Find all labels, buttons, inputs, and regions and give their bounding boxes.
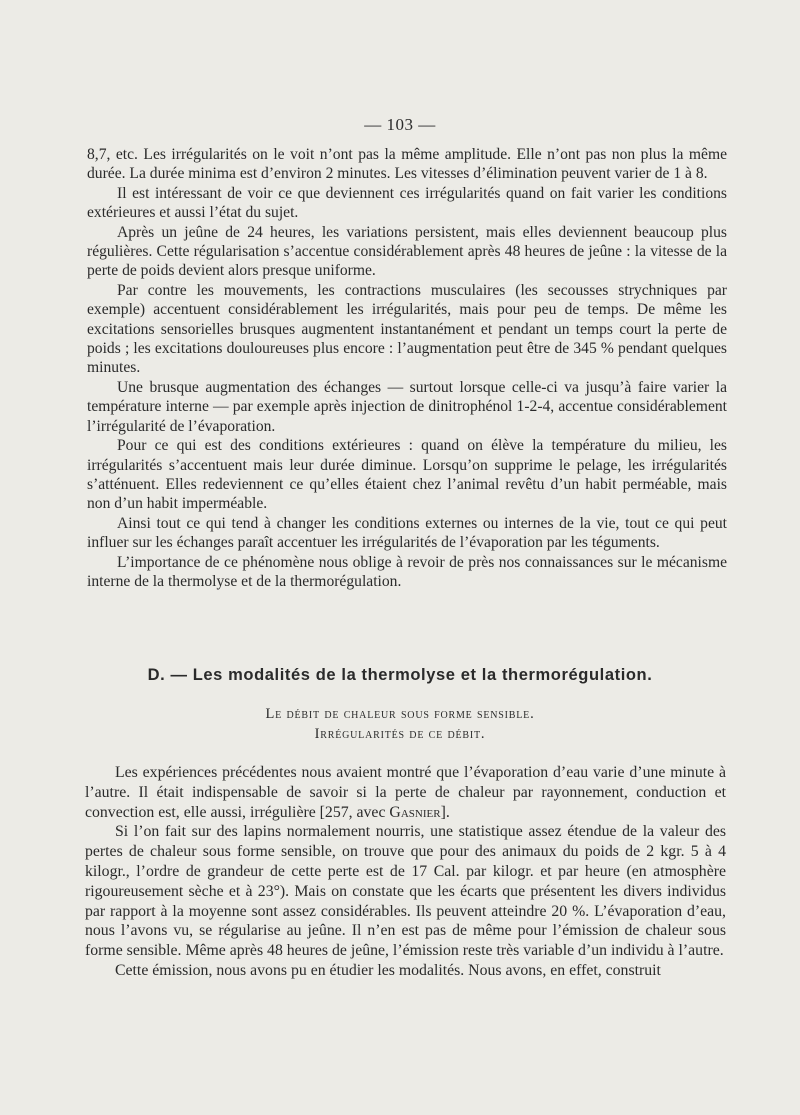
paragraph: Après un jeûne de 24 heures, les variations persistent, mais elles deviennent beaucoup plus régulières. Cette régularisation s’accentue considérablement après 48 heures de jeûne : la vitesse de la perte de poids devient alors presque uniforme. — [87, 223, 727, 280]
paragraph: Par contre les mouvements, les contractions musculaires (les secousses strychniques par exemple) accentuent considérablement les irrégularités, mais pour peu de temps. De même les excitations sensorielles brusques augmentent instantanément et pendant un temps court la perte de poids ; les excitations douloureuses plus encore : l’augmentation peut être de 345 % pendant quelques minutes. — [87, 281, 727, 377]
body-text-bottom — [85, 763, 726, 981]
paragraph: Il est intéressant de voir ce que deviennent ces irrégularités quand on fait varier les conditions extérieures et aussi l’état du sujet. — [87, 184, 727, 222]
section-heading: D. — Les modalités de la thermolyse et la thermorégulation. — [147, 666, 653, 684]
paragraph-text: ]. — [440, 803, 450, 821]
paragraph-text: Les expériences précédentes nous avaient montré que l’évaporation d’eau varie d’une minute à l’autre. Il était indispensable de savoir si la perte de chaleur par rayonnement, conduction et convection est, elle aussi, irrégulière [257, avec — [85, 764, 726, 821]
paragraph: Une brusque augmentation des échanges — surtout lorsque celle-ci va jusqu’à faire varier la température interne — par exemple après injection de dinitrophénol 1-2-4, accentue considérablement l’irrégularité de l’évaporation. — [87, 378, 727, 435]
paragraph: L’importance de ce phénomène nous oblige à revoir de près nos connaissances sur le mécanisme interne de la thermolyse et de la thermorégulation. — [87, 553, 727, 590]
paragraph — [85, 763, 726, 822]
paragraph: Pour ce qui est des conditions extérieures : quand on élève la température du milieu, les irrégularités s’accentuent mais leur durée diminue. Lorsqu’on supprime le pelage, les irrégularités s’atténuent. Elles redeviennent ce qu’elles étaient chez l’animal revêtu d’un habit perméable, mais non d’un habit imperméable. — [87, 437, 727, 513]
page-number: — 103 — — [364, 115, 436, 134]
paragraph: Si l’on fait sur des lapins normalement nourris, une statistique assez étendue de la valeur des pertes de chaleur sous forme sensible, on trouve que pour des animaux du poids de 2 kgr. 5 à 4 kilogr., l’ordre de grandeur de cette perte est de 17 Cal. par kilogr. et par heure (en atmosphère rigoureusement sèche et à 23°). Mais on constate que les écarts que présentent les divers individus par rapport à la moyenne sont assez considérables. Ils peuvent atteindre 20 %. L’évaporation d’eau, nous l’avons vu, se régularise au jeûne. Il n’en est pas de même pour l’émission de chaleur sous forme sensible. Même après 48 heures de jeûne, l’émission reste très variable d’un individu à l’autre. — [85, 823, 726, 960]
paragraph: Ainsi tout ce qui tend à changer les conditions externes ou internes de la vie, tout ce qui peut influer sur les échanges paraît accentuer les irrégularités de l’évaporation par les téguments. — [87, 514, 727, 552]
author-name: Gasnier — [389, 803, 441, 821]
paragraph: Cette émission, nous avons pu en étudier les modalités. Nous avons, en effet, construit — [115, 961, 661, 979]
paragraph: 8,7, etc. Les irrégularités on le voit n’ont pas la même amplitude. Elle n’ont pas non plus la même durée. La durée minima est d’environ 2 minutes. Les vitesses d’élimination peuvent varier de 1 à 8. — [87, 146, 727, 183]
section-subheading: Le débit de chaleur sous forme sensible. — [265, 706, 535, 722]
section-subheading: Irrégularités de ce débit. — [314, 726, 486, 742]
body-text-top — [87, 145, 727, 591]
